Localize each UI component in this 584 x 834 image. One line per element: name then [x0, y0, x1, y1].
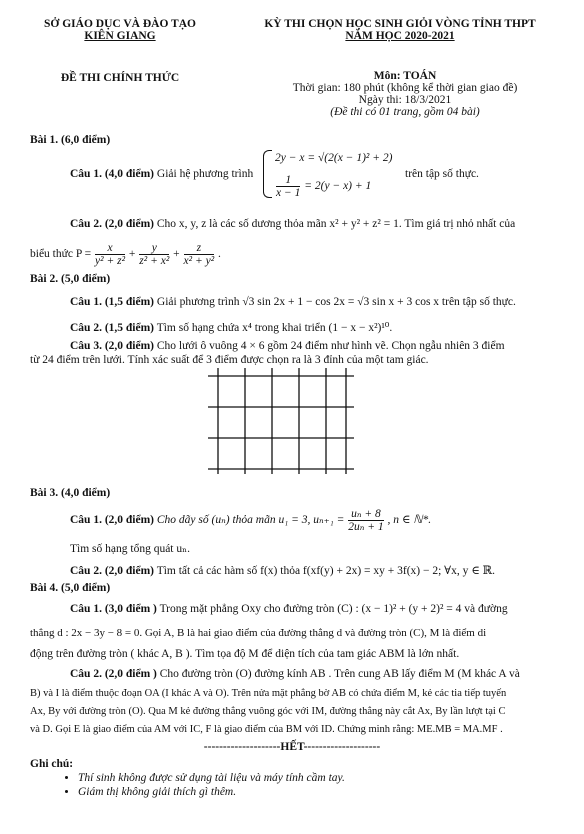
bai4-c1-line3: động trên đường tròn ( khác A, B ). Tìm tọa độ M để diện tích của tam giác ABM là lớn nhất. [30, 648, 460, 660]
bai2-c3: Câu 3. (2,0 điểm) Cho lưới ô vuông 4 × 6 gồm 24 điểm như hình vẽ. Chọn ngẫu nhiên 3 điểm [70, 340, 505, 352]
note-item: • Giám thị không giải thích gì thêm. [78, 786, 550, 798]
province-name: KIÊN GIANG [84, 30, 156, 42]
bai4-title: Bài 4. (5,0 điểm) [30, 582, 111, 594]
bai4-c2-line4: và D. Gọi E là giao điểm của AM với IC, F là giao điểm của BM với ID. Chứng minh rằng: ME.MB = MA.MF . [30, 724, 503, 735]
grid-figure [196, 366, 366, 476]
system-brace [263, 150, 272, 198]
bai4-c2-line2: B) và I là điểm thuộc đoạn OA (I khác A và O). Trên nửa mặt phẳng bờ AB có chứa điểm M, kẻ các tia tiếp tuyến [30, 688, 507, 699]
bai1-c1-label: Câu 1. (4,0 điểm) [70, 168, 155, 180]
note-item: • Thí sinh không được sử dụng tài liệu và máy tính cầm tay. [78, 772, 550, 784]
official-label: ĐỀ THI CHÍNH THỨC [60, 72, 180, 84]
bai1-eq1: 2y − x = √(2(x − 1)² + 2) [275, 152, 393, 164]
bai1-c1-tail: trên tập số thực. [405, 168, 479, 180]
bai3-title: Bài 3. (4,0 điểm) [30, 487, 111, 499]
bai3-c1-line2: Tìm số hạng tổng quát uₙ. [70, 543, 190, 555]
exam-title: KỲ THI CHỌN HỌC SINH GIỎI VÒNG TỈNH THPT [264, 18, 536, 30]
bai1-title: Bài 1. (6,0 điểm) [30, 134, 111, 146]
school-year: NĂM HỌC 2020-2021 [345, 30, 455, 42]
header-right [230, 18, 570, 42]
bai4-c1: Câu 1. (3,0 điểm ) Trong mặt phẳng Oxy cho đường tròn (C) : (x − 1)² + (y + 2)² = 4 và đường [70, 603, 508, 615]
bai4-c2-line3: Ax, By với đường tròn (O). Qua M kẻ đường thẳng vuông góc với IM, đường thẳng này cắt Ax, By lần lượt tại C [30, 706, 506, 717]
bai1-eq2: $\frac{1}{x - 1}$ = 2(y − x) + 1 [276, 174, 372, 199]
bai2-title: Bài 2. (5,0 điểm) [30, 273, 111, 285]
bai4-c1-line2: thẳng d : 2x − 3y − 8 = 0. Gọi A, B là hai giao điểm của đường thẳng d và đường tròn (C), M là điểm di [30, 627, 487, 639]
notes-title: Ghi chú: [30, 758, 74, 770]
page-count: (Đề thi có 01 trang, gồm 04 bài) [330, 106, 480, 118]
exam-date: Ngày thi: 18/3/2021 [358, 94, 452, 106]
exam-meta [240, 70, 570, 118]
bai1-c1 [70, 168, 253, 180]
bai4-c2: Câu 2. (2,0 điểm ) Cho đường tròn (O) đường kính AB . Trên cung AB lấy điểm M (M khác A và [70, 668, 520, 680]
bai1-c2-expression: biểu thức P = $\frac{x}{\text{y² + z²}}$ + $\frac{y}{\text{z² + x²}}$ + $\frac{z}{\text{x² + y²}}$ . [30, 242, 221, 267]
bai1-c1-text: Giải hệ phương trình [156, 168, 254, 180]
bai1-c2: Câu 2. (2,0 điểm) Cho x, y, z là các số dương thỏa mãn x² + y² + z² = 1. Tìm giá trị nhỏ nhất của [70, 218, 516, 230]
header-left [20, 18, 220, 42]
bai2-c3-line2: từ 24 điểm trên lưới. Tính xác suất để 3 điểm được chọn ra là 3 đỉnh của một tam giác. [30, 354, 429, 366]
subject: Môn: TOÁN [373, 70, 437, 82]
duration: Thời gian: 180 phút (không kể thời gian giao đề) [292, 82, 518, 94]
end-mark: --------------------HẾT-------------------- [203, 741, 381, 753]
bai2-c1: Câu 1. (1,5 điểm) Giải phương trình √3 sin 2x + 1 − cos 2x = √3 sin x + 3 cos x trên tập số thực. [70, 296, 516, 308]
bai2-c2: Câu 2. (1,5 điểm) Tìm số hạng chứa x⁴ trong khai triển (1 − x − x²)¹⁰. [70, 322, 393, 334]
department-name: SỞ GIÁO DỤC VÀ ĐÀO TẠO [44, 18, 196, 30]
bai3-c1: Câu 1. (2,0 điểm) Cho dãy số (uₙ) thỏa mãn u₁ = 3, uₙ₊₁ = $\frac{\text{uₙ + 8}}{\text{2uₙ + 1}}$ , n ∈ ℕ*. [70, 508, 432, 533]
bai3-c2: Câu 2. (2,0 điểm) Tìm tất cả các hàm số f(x) thỏa f(xf(y) + 2x) = xy + 3f(x) − 2; ∀x, y ∈ ℝ. [70, 565, 496, 577]
notes [30, 758, 550, 800]
